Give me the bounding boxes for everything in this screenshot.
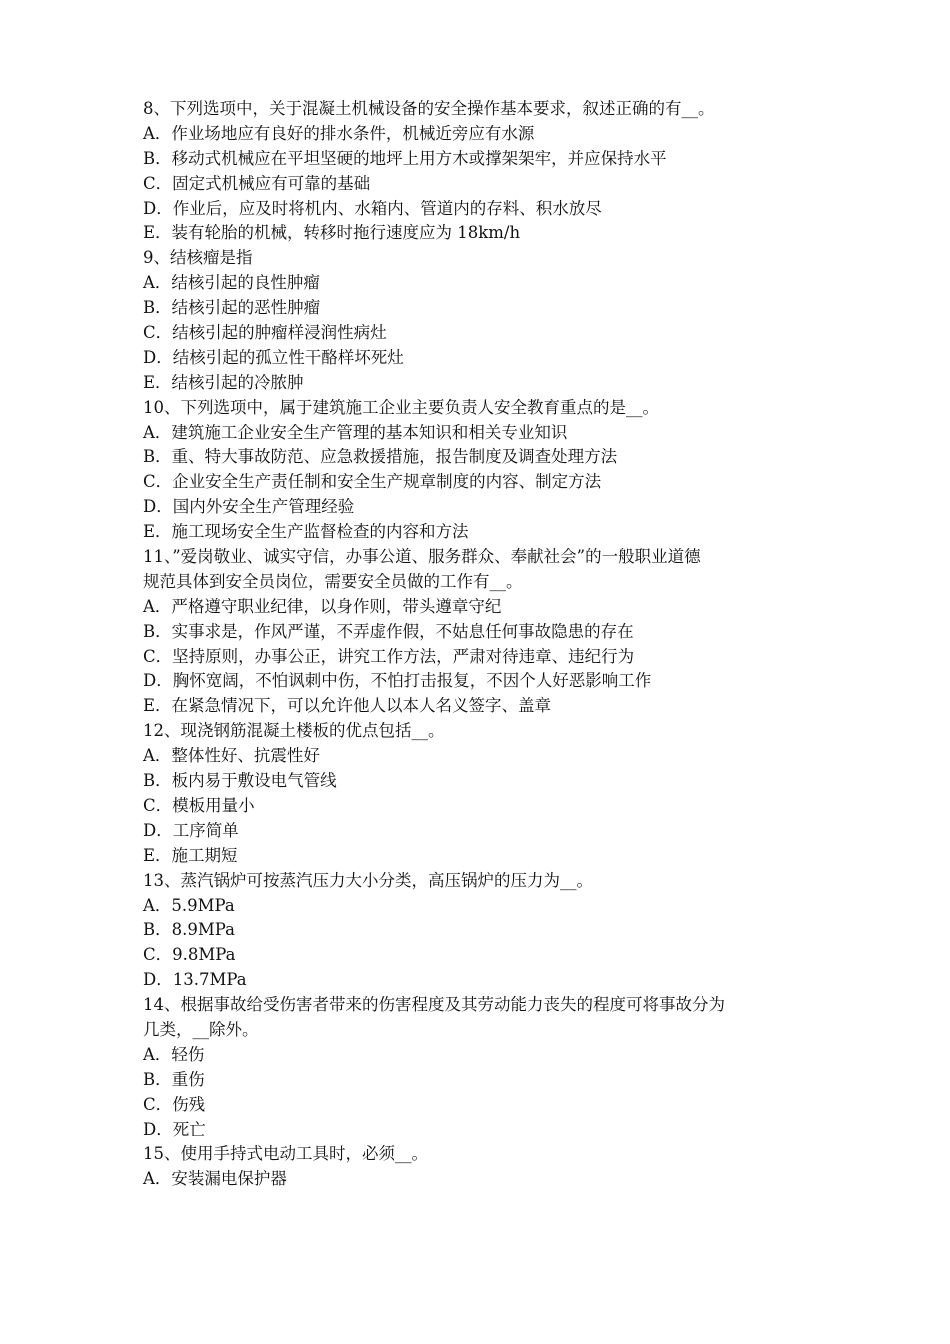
question-8-option-b: B．移动式机械应在平坦坚硬的地坪上用方木或撑架架牢，并应保持水平 xyxy=(143,148,667,168)
question-13-option-d: D．13.7MPa xyxy=(143,970,247,990)
question-9-option-a: A．结核引起的良性肿瘤 xyxy=(143,273,320,293)
question-13-option-a: A．5.9MPa xyxy=(143,895,235,915)
document-body xyxy=(143,97,813,1192)
question-9-option-c: C．结核引起的肿瘤样浸润性病灶 xyxy=(143,323,387,343)
question-10-option-d: D．国内外安全生产管理经验 xyxy=(143,497,355,517)
question-14-option-c: C．伤残 xyxy=(143,1094,206,1114)
question-14-stem-line-2: 几类，__除外。 xyxy=(143,1019,259,1039)
question-11-option-c: C．坚持原则，办事公正，讲究工作方法，严肃对待违章、违纪行为 xyxy=(143,646,635,666)
question-14-option-b: B．重伤 xyxy=(143,1069,205,1089)
question-13-stem: 13、蒸汽锅炉可按蒸汽压力大小分类，高压锅炉的压力为__。 xyxy=(143,870,593,890)
question-13-option-b: B．8.9MPa xyxy=(143,920,235,940)
question-12-stem: 12、现浇钢筋混凝土楼板的优点包括__。 xyxy=(143,721,445,741)
question-11-stem-line-2: 规范具体到安全员岗位，需要安全员做的工作有__。 xyxy=(143,571,523,591)
question-12-option-a: A．整体性好、抗震性好 xyxy=(143,746,320,766)
question-12-option-d: D．工序简单 xyxy=(143,820,239,840)
question-9-stem: 9、结核瘤是指 xyxy=(143,248,253,268)
question-12-option-c: C．模板用量小 xyxy=(143,795,255,815)
question-14-option-a: A．轻伤 xyxy=(143,1044,205,1064)
question-10-option-b: B．重、特大事故防范、应急救援措施，报告制度及调查处理方法 xyxy=(143,447,618,467)
question-8-option-a: A．作业场地应有良好的排水条件，机械近旁应有水源 xyxy=(143,123,535,143)
question-12-option-b: B．板内易于敷设电气管线 xyxy=(143,771,337,791)
question-9-option-d: D．结核引起的孤立性干酪样坏死灶 xyxy=(143,347,404,367)
question-11-option-a: A．严格遵守职业纪律，以身作则，带头遵章守纪 xyxy=(143,596,502,616)
question-9-option-b: B．结核引起的恶性肿瘤 xyxy=(143,298,321,318)
question-14-stem-line-1: 14、根据事故给受伤害者带来的伤害程度及其劳动能力丧失的程度可将事故分为 xyxy=(143,995,725,1015)
question-12-option-e: E．施工期短 xyxy=(143,845,238,865)
question-15-option-a: A．安装漏电保护器 xyxy=(143,1169,287,1189)
question-11-option-e: E．在紧急情况下，可以允许他人以本人名义签字、盖章 xyxy=(143,696,552,716)
question-11-option-d: D．胸怀宽阔，不怕讽刺中伤，不怕打击报复，不因个人好恶影响工作 xyxy=(143,671,652,691)
question-10-option-c: C．企业安全生产责任制和安全生产规章制度的内容、制定方法 xyxy=(143,472,602,492)
question-10-option-e: E．施工现场安全生产监督检查的内容和方法 xyxy=(143,522,469,542)
question-15-stem: 15、使用手持式电动工具时，必须__。 xyxy=(143,1144,428,1164)
question-8-option-c: C．固定式机械应有可靠的基础 xyxy=(143,173,371,193)
question-8-stem: 8、下列选项中，关于混凝土机械设备的安全操作基本要求，叙述正确的有__。 xyxy=(143,99,715,118)
question-8-option-d: D．作业后，应及时将机内、水箱内、管道内的存料、积水放尽 xyxy=(143,198,602,218)
question-8-option-e: E．装有轮胎的机械，转移时拖行速度应为 18km/h xyxy=(143,223,521,243)
question-11-option-b: B．实事求是，作风严谨，不弄虚作假，不姑息任何事故隐患的存在 xyxy=(143,621,634,641)
question-14-option-d: D．死亡 xyxy=(143,1119,206,1139)
question-10-stem: 10、下列选项中，属于建筑施工企业主要负责人安全教育重点的是__。 xyxy=(143,397,659,417)
question-10-option-a: A．建筑施工企业安全生产管理的基本知识和相关专业知识 xyxy=(143,422,568,442)
question-13-option-c: C．9.8MPa xyxy=(143,945,236,965)
question-9-option-e: E．结核引起的冷脓肿 xyxy=(143,372,304,392)
question-11-stem-line-1: 11、”爱岗敬业、诚实守信，办事公道、服务群众、奉献社会”的一般职业道德 xyxy=(143,547,701,567)
